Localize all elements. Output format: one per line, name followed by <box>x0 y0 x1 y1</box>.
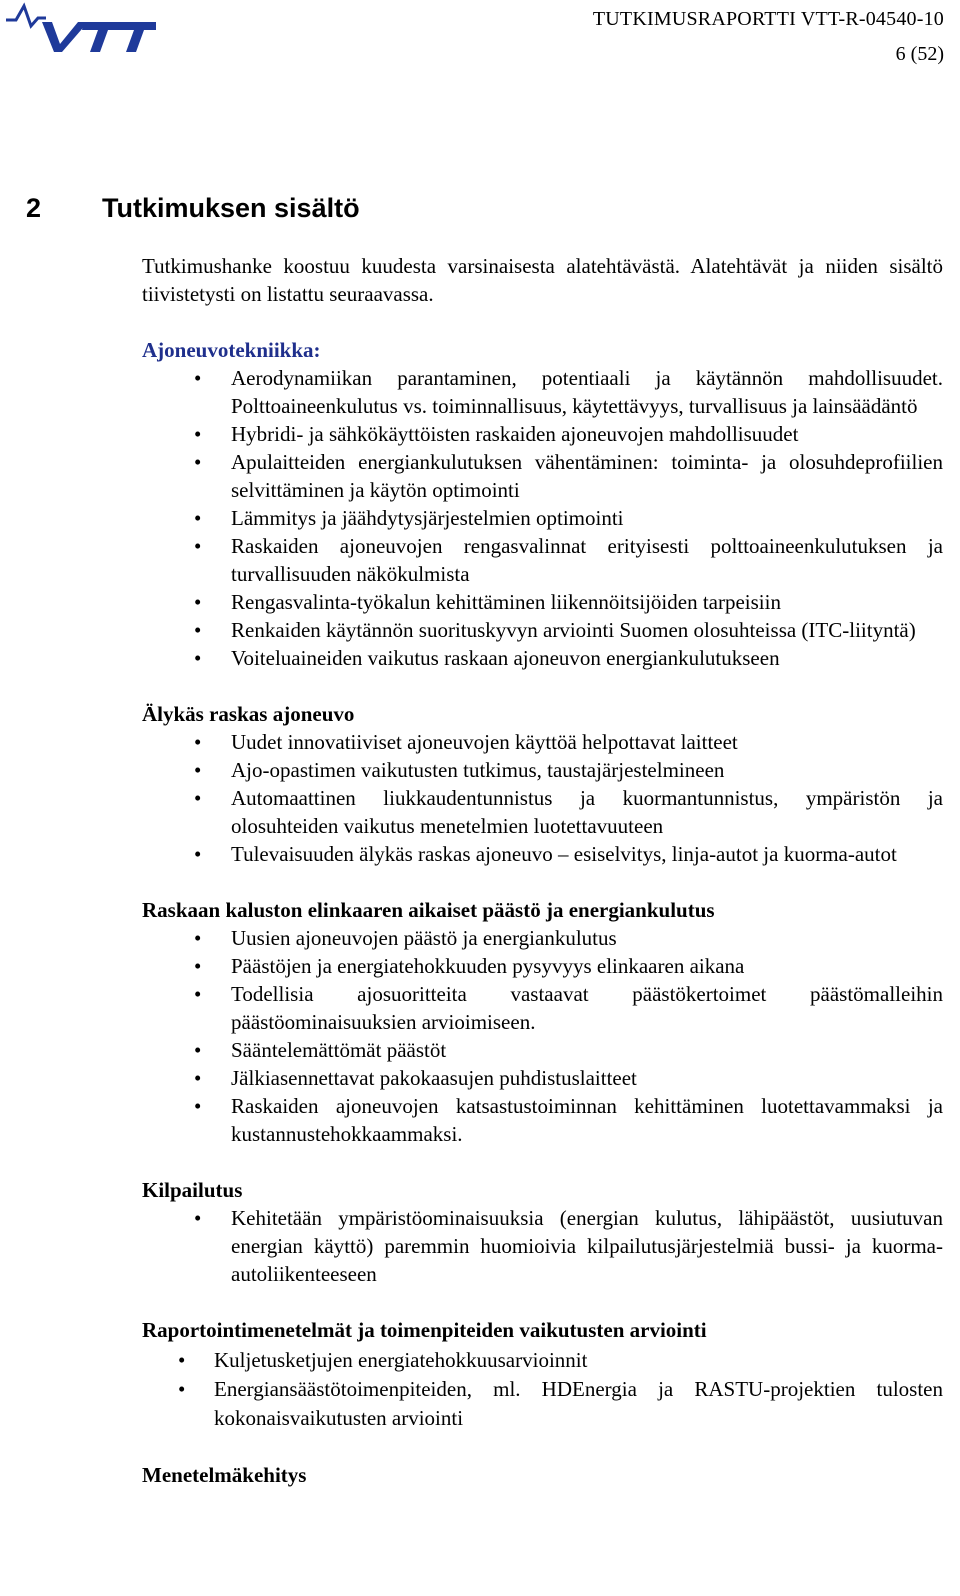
bullet-icon: • <box>194 646 202 670</box>
section-title: Raportointimenetelmät ja toimenpiteiden vaikutusten arviointi <box>142 1318 707 1342</box>
bullet-icon: • <box>194 842 202 866</box>
list-item: • Kehitetään ympäristöominaisuuksia (energian kulutus, lähipäästöt, uusiutuvan energian käyttö) paremmin huomioivia kilpailutusjärjestelmiä bussi- ja kuorma-autoliikenteeseen <box>194 1206 943 1286</box>
report-identifier: TUTKIMUSRAPORTTI VTT-R-04540-10 <box>592 8 944 30</box>
section-title: Kilpailutus <box>142 1178 243 1202</box>
vtt-logo-mark <box>4 0 156 56</box>
bullet-icon: • <box>178 1348 186 1372</box>
bullet-icon: • <box>194 1066 202 1090</box>
list-item: • Päästöjen ja energiatehokkuuden pysyvyys elinkaaren aikana <box>194 954 745 978</box>
list-item: • Rengasvalinta-työkalun kehittäminen liikennöitsijöiden tarpeisiin <box>194 590 781 614</box>
list-item: • Raskaiden ajoneuvojen katsastustoiminnan kehittäminen luotettavammaksi ja kustannustehokkaammaksi. <box>194 1094 943 1146</box>
bullet-icon: • <box>194 450 202 474</box>
page-number: 6 (52) <box>895 43 944 65</box>
bullet-icon: • <box>194 786 202 810</box>
section-list <box>142 924 943 1148</box>
bullet-icon: • <box>194 954 202 978</box>
bullet-icon: • <box>194 422 202 446</box>
list-item: • Apulaitteiden energiankulutuksen vähentäminen: toiminta- ja olosuhdeprofiilien selvittäminen ja käytön optimointi <box>194 450 943 502</box>
list-item: • Sääntelemättömät päästöt <box>194 1038 447 1062</box>
bullet-icon: • <box>194 982 202 1006</box>
section-list <box>142 728 943 868</box>
intro-paragraph: Tutkimushanke koostuu kuudesta varsinaisesta alatehtävästä. Alatehtävät ja niiden sisältö tiivistetysti on listattu seuraavassa. <box>142 254 943 306</box>
document-body <box>142 252 943 1489</box>
list-item: • Uusien ajoneuvojen päästö ja energiankulutus <box>194 926 617 950</box>
section-list <box>142 1346 943 1433</box>
list-item: • Energiansäästötoimenpiteiden, ml. HDEnergia ja RASTU-projektien tulosten kokonaisvaikutusten arviointi <box>178 1377 943 1430</box>
list-item: • Jälkiasennettavat pakokaasujen puhdistuslaitteet <box>194 1066 637 1090</box>
section-list <box>142 364 943 672</box>
bullet-icon: • <box>194 366 202 390</box>
section-title: Älykäs raskas ajoneuvo <box>142 702 355 726</box>
chapter-heading <box>26 193 360 224</box>
vtt-logo <box>4 0 156 56</box>
bullet-icon: • <box>178 1377 186 1401</box>
list-item: • Hybridi- ja sähkökäyttöisten raskaiden ajoneuvojen mahdollisuudet <box>194 422 799 446</box>
list-item: • Todellisia ajosuoritteita vastaavat päästökertoimet päästömalleihin päästöominaisuuksien arvioimiseen. <box>194 982 943 1034</box>
list-item: • Uudet innovatiiviset ajoneuvojen käyttöä helpottavat laitteet <box>194 730 738 754</box>
list-item: • Tulevaisuuden älykäs raskas ajoneuvo – esiselvitys, linja-autot ja kuorma-autot <box>194 842 897 866</box>
bullet-icon: • <box>194 1094 202 1118</box>
section-title: Raskaan kaluston elinkaaren aikaiset päästö ja energiankulutus <box>142 898 715 922</box>
chapter-number: 2 <box>26 193 42 223</box>
section-title: Ajoneuvotekniikka: <box>142 338 321 362</box>
list-item: • Ajo-opastimen vaikutusten tutkimus, taustajärjestelmineen <box>194 758 725 782</box>
bullet-icon: • <box>194 730 202 754</box>
list-item: • Renkaiden käytännön suorituskyvyn arviointi Suomen olosuhteissa (ITC-liityntä) <box>194 618 916 642</box>
list-item: • Raskaiden ajoneuvojen rengasvalinnat erityisesti polttoaineenkulutuksen ja turvallisuuden näkökulmista <box>194 534 943 586</box>
bullet-icon: • <box>194 1206 202 1230</box>
list-item: • Lämmitys ja jäähdytysjärjestelmien optimointi <box>194 506 624 530</box>
bullet-icon: • <box>194 926 202 950</box>
bullet-icon: • <box>194 534 202 558</box>
list-item: • Voiteluaineiden vaikutus raskaan ajoneuvon energiankulutukseen <box>194 646 780 670</box>
bullet-icon: • <box>194 506 202 530</box>
list-item: • Kuljetusketjujen energiatehokkuusarvioinnit <box>142 1346 943 1375</box>
section-title: Menetelmäkehitys <box>142 1463 307 1487</box>
bullet-icon: • <box>194 618 202 642</box>
list-item: • Automaattinen liukkaudentunnistus ja kuormantunnistus, ympäristön ja olosuhteiden vaikutus menetelmien luotettavuuteen <box>194 786 943 838</box>
list-item: • Aerodynamiikan parantaminen, potentiaali ja käytännön mahdollisuudet. Polttoaineenkulutus vs. toiminnallisuus, käytettävyys, turvallisuus ja lainsäädäntö <box>194 366 943 418</box>
section-list <box>142 1204 943 1288</box>
bullet-icon: • <box>194 1038 202 1062</box>
bullet-icon: • <box>194 758 202 782</box>
chapter-title: Tutkimuksen sisältö <box>102 193 360 223</box>
bullet-icon: • <box>194 590 202 614</box>
